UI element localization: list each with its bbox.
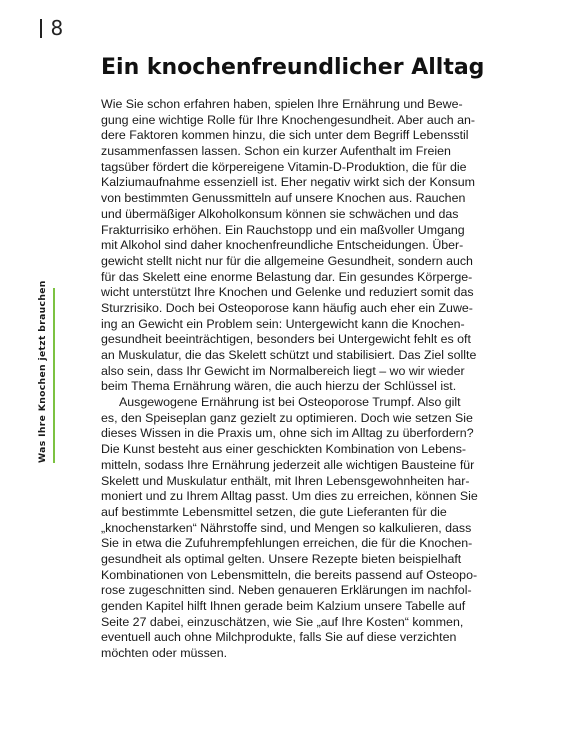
body-line: moniert und zu Ihrem Alltag passt. Um dies zu erreichen, können Sie <box>101 489 478 504</box>
body-line: Die Kunst besteht aus einer geschickten Kombination von Lebens- <box>101 442 467 457</box>
body-line: mit Alkohol sind daher knochenfreundliche Entscheidungen. Über- <box>101 238 464 253</box>
body-line: Wie Sie schon erfahren haben, spielen Ihre Ernährung und Bewe- <box>101 97 463 111</box>
body-line: Seite 27 dabei, einzuschätzen, wie Sie „auf Ihre Kosten“ kommen, <box>101 614 464 629</box>
body-line: und übermäßiger Alkoholkonsum können sie schwächen und das <box>101 206 459 221</box>
body-line: ing an Gewicht ein Problem sein: Untergewicht kann die Knochen- <box>101 316 465 331</box>
body-line: „knochenstarken“ Nährstoffe sind, und Mengen so kalkulieren, dass <box>101 520 472 535</box>
body-line: gesundheit als optimal gelten. Unsere Rezepte bieten beispielhaft <box>101 551 462 566</box>
body-line: genden Kapitel hilft Ihnen gerade beim Kalzium unsere Tabelle auf <box>101 599 466 613</box>
page-number-divider <box>40 19 42 38</box>
body-line: gung eine wichtige Rolle für Ihre Knochengesundheit. Aber auch an- <box>101 112 476 127</box>
body-line: mitteln, sodass Ihre Ernährung jederzeit alle wichtigen Bausteine für <box>101 457 475 472</box>
section-side-label <box>37 280 51 463</box>
body-line: Sturzrisiko. Doch bei Osteoporose kann häufig auch eher ein Zuwe- <box>101 300 473 315</box>
body-line: beim Thema Ernährung wären, die auch hierzu der Schlüssel ist. <box>101 379 457 394</box>
page-number-text: 8 <box>50 16 64 40</box>
body-line: wicht unterstützt Ihre Knochen und Gelenke und reduziert somit das <box>101 285 474 300</box>
body-line: auf bestimmte Lebensmittel setzen, die gute Lieferanten für die <box>101 504 447 519</box>
section-accent-line <box>53 288 55 463</box>
body-line: gewicht stellt nicht nur für die allgemeine Gesundheit, sondern auch <box>101 253 473 268</box>
body-line: gesundheit beeinträchtigen, besonders bei Untergewicht fehlt es oft <box>101 332 471 347</box>
body-line: rose zugeschnitten sind. Neben genaueren Erklärungen im nachfol- <box>101 583 472 598</box>
body-line: eventuell auch ohne Milchprodukte, falls Sie auf diese verzichten <box>101 630 457 645</box>
body-line: Kalziumaufnahme essenziell ist. Eher negativ wirkt sich der Konsum <box>101 175 475 190</box>
body-line: von bestimmten Genussmitteln auf unsere Knochen aus. Rauchen <box>101 191 466 206</box>
page-title: Ein knochenfreundlicher Alltag <box>101 55 485 80</box>
body-line: an Muskulatur, die das Skelett schützt und stabilisiert. Das Ziel sollte <box>101 348 477 362</box>
body-line: Ausgewogene Ernährung ist bei Osteoporose Trumpf. Also gilt <box>119 395 461 410</box>
body-line: für das Skelett eine enorme Belastung dar. Ein gesundes Körperge- <box>101 269 473 284</box>
body-line: zusammenfassen lassen. Schon ein kurzer Aufenthalt im Freien <box>101 144 451 159</box>
body-line: also sein, dass Ihr Gewicht im Normalbereich liegt – wo wir wieder <box>101 363 465 378</box>
body-line: Frakturrisiko erhöhen. Ein Rauchstopp und ein maßvoller Umgang <box>101 222 465 237</box>
page-number <box>40 16 63 40</box>
body-line: Kombinationen von Lebensmitteln, die bereits passend auf Osteopo- <box>101 567 478 582</box>
body-line: tagsüber fördert die körpereigene Vitamin-D-Produktion, die für die <box>101 159 467 174</box>
body-line: dieses Wissen in die Praxis um, ohne sich im Alltag zu überfordern? <box>101 426 474 441</box>
body-line: Sie in etwa die Zufuhrempfehlungen erreichen, die für die Knochen- <box>101 536 473 551</box>
body-line: es, den Speiseplan ganz gezielt zu optimieren. Doch wie setzen Sie <box>101 410 473 425</box>
body-line: dere Faktoren kommen hinzu, die sich unter dem Begriff Lebensstil <box>101 128 469 143</box>
body-line: Skelett und Muskulatur enthält, mit Ihren Lebensgewohnheiten har- <box>101 473 470 488</box>
section-label-text: Was Ihre Knochen jetzt brauchen <box>37 280 48 463</box>
body-text <box>101 97 561 662</box>
body-line: möchten oder müssen. <box>101 646 228 661</box>
